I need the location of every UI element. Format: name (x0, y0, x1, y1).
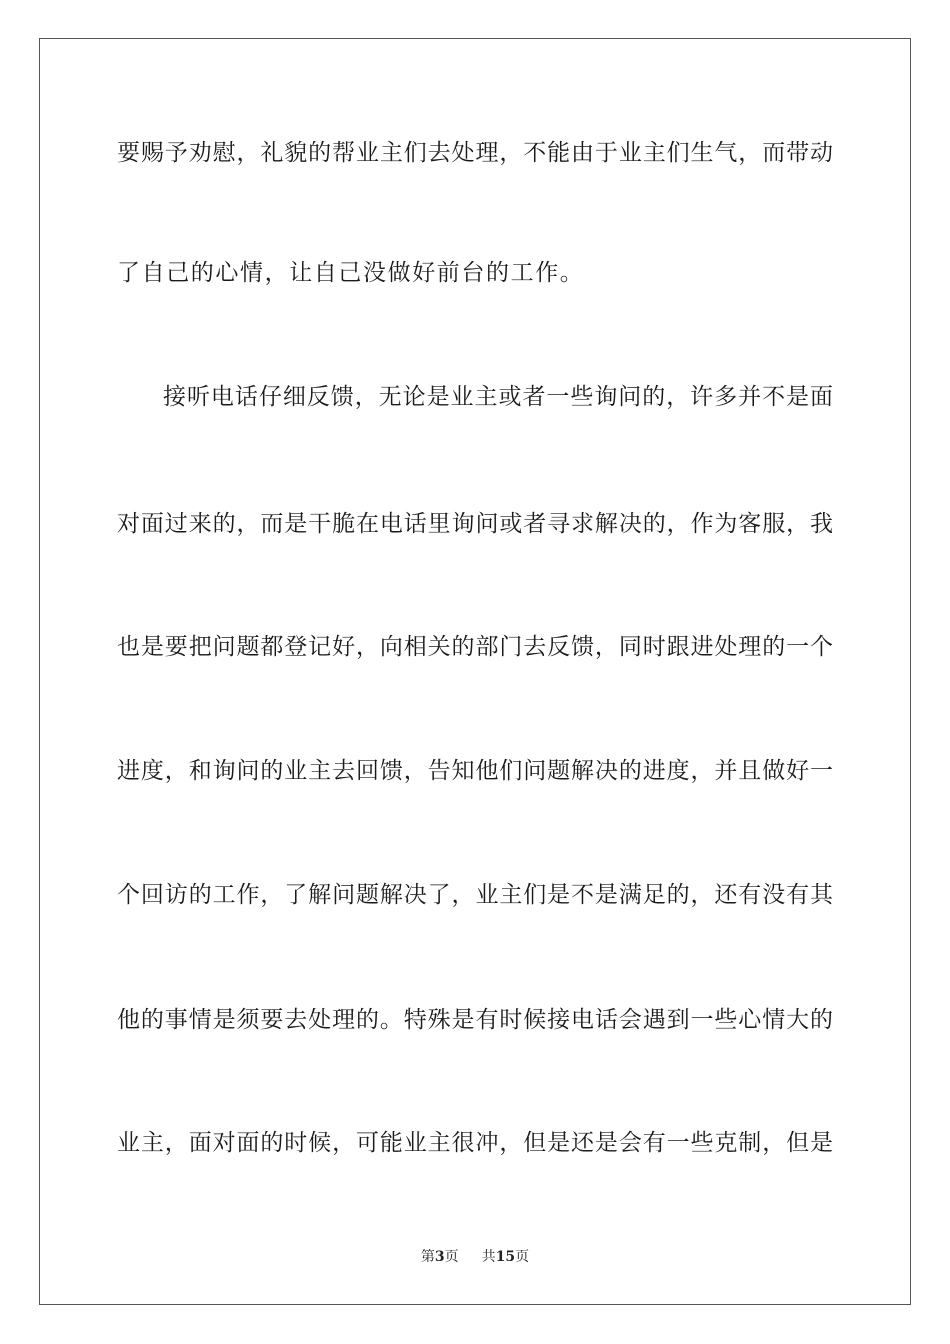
page-border (39, 38, 911, 1305)
total-label-suffix: 页 (515, 1249, 530, 1265)
page-label-prefix: 第 (420, 1249, 435, 1265)
page-label-suffix: 页 (444, 1249, 459, 1265)
text-line: 业主，面对面的时候，可能业主很冲，但是还是会有一些克制，但是 (117, 1130, 833, 1156)
page-number: 3 (434, 1249, 445, 1265)
page-footer (0, 1248, 950, 1266)
text-line: 对面过来的，而是干脆在电话里询问或者寻求解决的，作为客服，我 (117, 511, 833, 537)
text-line: 进度，和询问的业主去回馈，告知他们问题解决的进度，并且做好一 (117, 758, 833, 784)
text-line: 他的事情是须要去处理的。特殊是有时候接电话会遇到一些心情大的 (117, 1007, 833, 1033)
text-line: 要赐予劝慰，礼貌的帮业主们去处理，不能由于业主们生气，而带动 (117, 140, 833, 166)
text-line: 了自己的心情，让自己没做好前台的工作。 (117, 260, 585, 286)
text-line: 也是要把问题都登记好，向相关的部门去反馈，同时跟进处理的一个 (117, 634, 833, 660)
total-pages: 15 (495, 1249, 516, 1265)
total-label-prefix: 共 (481, 1249, 496, 1265)
paragraph-first-line: 接听电话仔细反馈，无论是业主或者一些询问的，许多并不是面 (163, 384, 833, 410)
text-line: 个回访的工作，了解问题解决了，业主们是不是满足的，还有没有其 (117, 882, 833, 908)
